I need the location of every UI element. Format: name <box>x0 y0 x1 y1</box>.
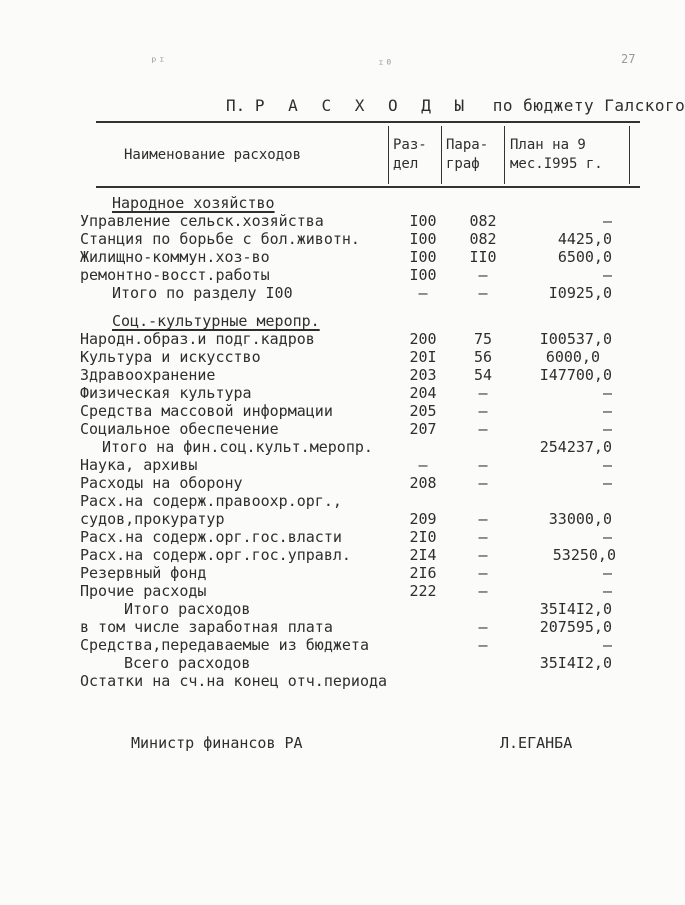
row-paragraf: II0 <box>469 248 497 266</box>
table-row <box>0 528 640 546</box>
table-row <box>0 330 640 348</box>
row-paragraf: – <box>478 510 488 528</box>
table-row <box>0 212 640 230</box>
row-name: Соц.-культурные меропр. <box>112 312 320 330</box>
row-razdel: 200 <box>409 330 437 348</box>
column-header-paragraf: Пара- граф <box>446 137 489 172</box>
row-razdel: 204 <box>409 384 437 402</box>
table-row <box>0 510 640 528</box>
table-row <box>0 402 640 420</box>
row-name: в том числе заработная плата <box>80 618 333 636</box>
table-row <box>0 248 640 266</box>
row-plan: 35I4I2,0 <box>539 600 612 618</box>
row-name: Средства массовой информации <box>80 402 333 420</box>
corner-mark-left: ᵖᶦ <box>150 55 166 70</box>
row-name: Расходы на оборону <box>80 474 243 492</box>
table-row <box>0 546 640 564</box>
row-paragraf: – <box>478 474 488 492</box>
row-razdel: – <box>418 456 428 474</box>
row-name: Народн.образ.и подг.кадров <box>80 330 315 348</box>
table-header-bottom-rule <box>96 186 640 188</box>
row-paragraf: – <box>478 284 488 302</box>
row-razdel: 20I <box>409 348 437 366</box>
row-paragraf: 082 <box>469 212 497 230</box>
row-paragraf: – <box>478 402 488 420</box>
corner-mark-center: ᶦ⁰ <box>377 58 393 73</box>
row-plan: – <box>602 266 612 284</box>
table-row <box>0 312 640 330</box>
section-title: Р А С Х О Д Ы <box>254 96 472 115</box>
row-paragraf: – <box>478 528 488 546</box>
row-plan: – <box>602 528 612 546</box>
column-divider <box>629 126 630 184</box>
row-razdel: 207 <box>409 420 437 438</box>
row-name: Социальное обеспечение <box>80 420 279 438</box>
row-plan: 53250,0 <box>552 546 616 564</box>
row-paragraf: 75 <box>473 330 493 348</box>
table-row <box>0 492 640 510</box>
row-razdel: 203 <box>409 366 437 384</box>
row-paragraf: – <box>478 384 488 402</box>
row-plan: – <box>602 384 612 402</box>
table-row <box>0 618 640 636</box>
row-razdel: I00 <box>409 248 437 266</box>
row-razdel: 205 <box>409 402 437 420</box>
page-number-mark: 27 <box>621 52 636 66</box>
row-razdel: – <box>418 284 428 302</box>
row-paragraf: – <box>478 618 488 636</box>
row-name: Итого по разделу I00 <box>112 284 293 302</box>
column-header-razdel: Раз- дел <box>393 137 427 172</box>
row-name: Управление сельск.хозяйства <box>80 212 324 230</box>
row-paragraf: – <box>478 636 488 654</box>
row-razdel: I00 <box>409 266 437 284</box>
row-paragraf: – <box>478 456 488 474</box>
row-plan: – <box>602 474 612 492</box>
row-plan: – <box>602 636 612 654</box>
row-name: ремонтно-восст.работы <box>80 266 270 284</box>
table-row <box>0 672 640 690</box>
row-name: Жилищно-коммун.хоз-во <box>80 248 270 266</box>
row-paragraf: – <box>478 582 488 600</box>
table-row-subtotal <box>0 284 640 302</box>
row-paragraf: – <box>478 546 488 564</box>
table-row <box>0 230 640 248</box>
column-header-plan: План на 9 мес.I995 г. <box>510 137 603 172</box>
row-plan: – <box>602 564 612 582</box>
row-plan: I47700,0 <box>539 366 612 384</box>
page-heading <box>226 96 685 115</box>
table-row <box>0 474 640 492</box>
row-paragraf: 54 <box>473 366 493 384</box>
row-name: Средства,передаваемые из бюджета <box>80 636 369 654</box>
row-name: Расх.на содерж.правоохр.орг., <box>80 492 342 510</box>
row-plan: 4425,0 <box>557 230 612 248</box>
row-name: Наука, архивы <box>80 456 198 474</box>
row-razdel: I00 <box>409 230 437 248</box>
row-name: Здравоохранение <box>80 366 216 384</box>
row-plan: 254237,0 <box>539 438 612 456</box>
row-plan: 35I4I2,0 <box>539 654 612 672</box>
row-name: Расх.на содерж.орг.гос.власти <box>80 528 342 546</box>
table-top-rule <box>96 121 640 123</box>
row-name: Прочие расходы <box>80 582 207 600</box>
row-plan: – <box>602 456 612 474</box>
row-plan: 6000,0 <box>545 348 600 366</box>
table-row <box>0 348 640 366</box>
row-paragraf: – <box>478 564 488 582</box>
section-number: П. <box>226 96 246 115</box>
row-plan: 6500,0 <box>557 248 612 266</box>
signer-name: Л.ЕГАНБА <box>500 734 573 752</box>
row-name: Всего расходов <box>124 654 251 672</box>
row-razdel: 222 <box>409 582 437 600</box>
row-paragraf: 56 <box>473 348 493 366</box>
table-row <box>0 456 640 474</box>
section-subtitle: по бюджету Галского <box>492 96 685 115</box>
table-row-total <box>0 654 640 672</box>
row-name: Станция по борьбе с бол.животн. <box>80 230 360 248</box>
table-row <box>0 366 640 384</box>
table-row <box>0 564 640 582</box>
row-plan: 33000,0 <box>548 510 612 528</box>
table-row <box>0 384 640 402</box>
row-paragraf: – <box>478 266 488 284</box>
table-row-subtotal <box>0 438 640 456</box>
row-name: Остатки на сч.на конец отч.периода <box>80 672 388 690</box>
row-plan: I0925,0 <box>548 284 612 302</box>
row-name: Резервный фонд <box>80 564 207 582</box>
row-plan: – <box>602 582 612 600</box>
row-plan: – <box>602 402 612 420</box>
signer-title: Министр финансов РА <box>131 734 303 752</box>
row-razdel: 2I6 <box>409 564 437 582</box>
table-row <box>0 636 640 654</box>
row-name: Народное хозяйство <box>112 194 275 212</box>
row-name: Итого расходов <box>124 600 251 618</box>
row-razdel: I00 <box>409 212 437 230</box>
column-divider <box>504 126 505 184</box>
row-plan: 207595,0 <box>539 618 612 636</box>
row-paragraf: – <box>478 420 488 438</box>
row-plan: I00537,0 <box>539 330 612 348</box>
row-paragraf: 082 <box>469 230 497 248</box>
row-name: судов,прокуратур <box>80 510 225 528</box>
row-plan: – <box>602 212 612 230</box>
row-name: Физическая культура <box>80 384 252 402</box>
table-row-total <box>0 600 640 618</box>
column-divider <box>388 126 389 184</box>
table-row <box>0 420 640 438</box>
row-razdel: 208 <box>409 474 437 492</box>
row-plan: – <box>602 420 612 438</box>
row-name: Культура и искусство <box>80 348 261 366</box>
table-row <box>0 582 640 600</box>
column-header-name: Наименование расходов <box>124 147 302 163</box>
row-razdel: 2I4 <box>409 546 437 564</box>
row-razdel: 209 <box>409 510 437 528</box>
row-name: Расх.на содерж.орг.гос.управл. <box>80 546 351 564</box>
row-name: Итого на фин.соц.культ.меропр. <box>102 438 373 456</box>
table-row <box>0 194 640 212</box>
table-row <box>0 266 640 284</box>
row-razdel: 2I0 <box>409 528 437 546</box>
column-divider <box>441 126 442 184</box>
